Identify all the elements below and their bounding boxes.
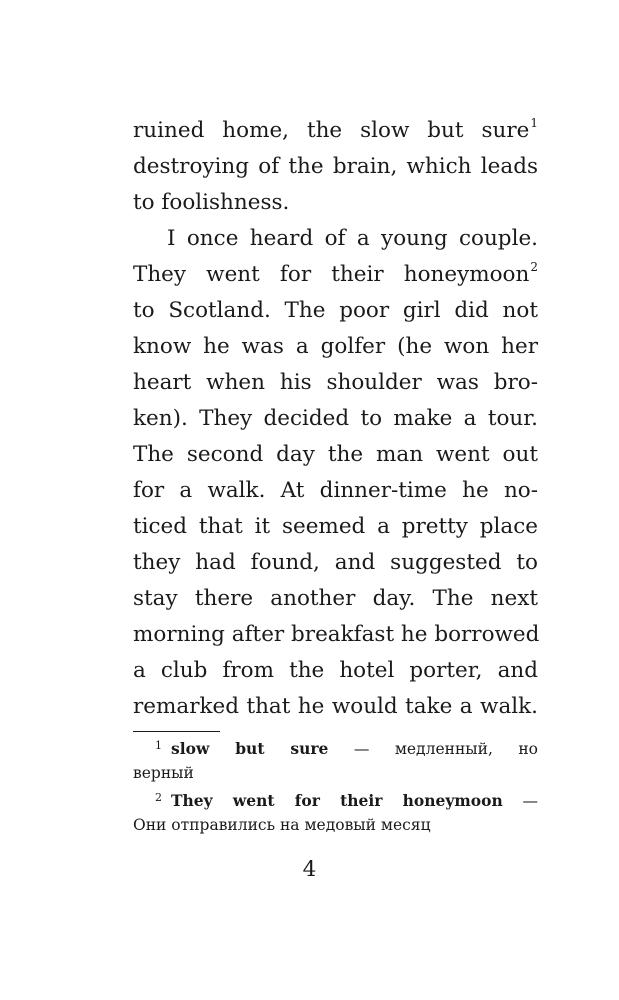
text-line: to Scotland. The poor girl did not [133, 298, 538, 323]
footnote-line [133, 789, 538, 813]
text-line: ken). They decided to make a tour. [133, 406, 538, 431]
footnote-line: Они отправились на медовый месяц [133, 816, 431, 834]
footnote-term: They went for their honeymoon [171, 791, 503, 810]
text-line: a club from the hotel porter, and [133, 658, 538, 683]
footnote-line [133, 737, 538, 761]
text-line: for a walk. At dinner-time he no- [133, 478, 538, 503]
text-line-content: ruined home, the slow but sure [133, 118, 530, 143]
footnote-ref-1: 1 [530, 115, 538, 130]
text-line: ticed that it seemed a pretty place [133, 514, 538, 539]
footnote-mark: 1 [155, 739, 162, 752]
text-line: heart when his shoulder was bro- [133, 370, 538, 395]
text-line: remarked that he would take a walk. [133, 694, 538, 719]
text-line: morning after breakfast he borrowed [133, 622, 540, 647]
footnote-2 [133, 789, 538, 837]
footnote-term: slow but sure [171, 739, 329, 758]
footnote-divider [133, 731, 220, 732]
footnote-translation: — [522, 792, 538, 810]
text-line-content: They went for their honeymoon [133, 262, 530, 287]
text-line: they had found, and suggested to [133, 550, 538, 575]
text-line: stay there another day. The next [133, 586, 538, 611]
text-line [133, 113, 538, 149]
text-line: I once heard of a young couple. [167, 226, 538, 251]
footnote-line: верный [133, 764, 194, 782]
text-line [133, 257, 538, 293]
text-line: The second day the man went out [133, 442, 538, 467]
main-text [133, 113, 538, 725]
text-line: to foolishness. [133, 190, 290, 215]
footnote-1 [133, 737, 538, 785]
footnote-mark: 2 [155, 791, 162, 804]
text-line: destroying of the brain, which leads [133, 154, 538, 179]
footnotes [133, 737, 538, 837]
page-number: 4 [302, 857, 317, 882]
text-line: know he was a golfer (he won her [133, 334, 538, 359]
footnote-translation: — медленный, но [353, 740, 538, 758]
footnote-ref-2: 2 [530, 259, 538, 274]
